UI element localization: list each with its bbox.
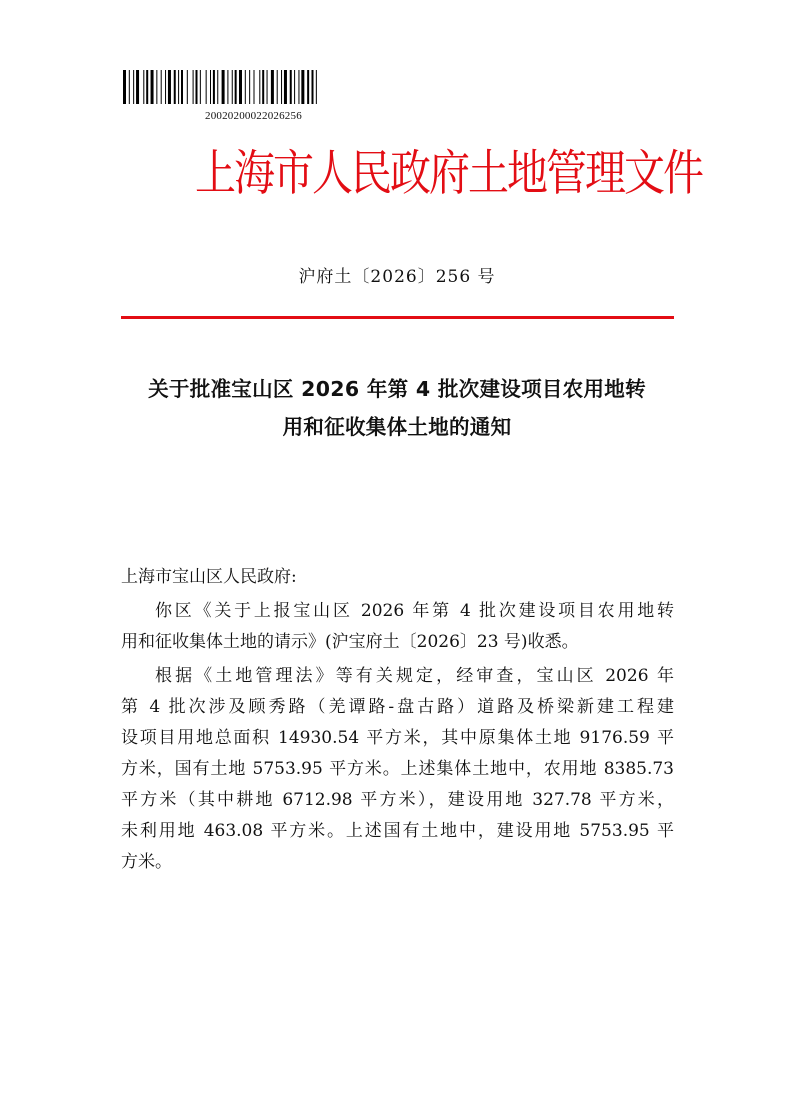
barcode-bar bbox=[259, 70, 260, 104]
barcode-bar bbox=[200, 70, 201, 104]
barcode-bar bbox=[298, 70, 299, 104]
barcode-bar bbox=[133, 70, 134, 104]
paragraph-1-line: 用和征收集体土地的请示》(沪宝府土〔2026〕23 号)收悉。 bbox=[121, 632, 579, 652]
barcode bbox=[123, 70, 418, 104]
barcode-number: 20020200022026256 bbox=[205, 110, 302, 122]
barcode-bar bbox=[143, 70, 144, 104]
paragraph-1 bbox=[121, 596, 674, 658]
barcode-bar bbox=[267, 70, 268, 104]
barcode-bar bbox=[232, 70, 233, 104]
barcode-bar bbox=[196, 70, 198, 104]
barcode-bar bbox=[187, 70, 188, 104]
red-divider bbox=[121, 316, 674, 319]
paragraph-2 bbox=[121, 661, 674, 878]
barcode-bar bbox=[235, 70, 237, 104]
salutation: 上海市宝山区人民政府: bbox=[121, 567, 297, 587]
barcode-bar bbox=[254, 70, 255, 104]
barcode-bar bbox=[277, 70, 278, 104]
barcode-bar bbox=[206, 70, 207, 104]
barcode-bar bbox=[316, 70, 317, 104]
barcode-bar bbox=[210, 70, 211, 104]
barcode-bar bbox=[146, 70, 148, 104]
barcode-bar bbox=[262, 70, 264, 104]
barcode-bar bbox=[136, 70, 139, 104]
barcode-bar bbox=[271, 70, 274, 104]
barcode-bar bbox=[168, 70, 171, 104]
barcode-bar bbox=[222, 70, 225, 104]
paragraph-2-line: 方米，国有土地 5753.95 平方米。上述集体土地中，农用地 8385.73 bbox=[121, 759, 674, 779]
barcode-bar bbox=[151, 70, 154, 104]
barcode-bar bbox=[165, 70, 166, 104]
barcode-bar bbox=[178, 70, 179, 104]
title-line-1: 关于批准宝山区 2026 年第 4 批次建设项目农用地转 bbox=[148, 377, 646, 401]
barcode-bar bbox=[245, 70, 246, 104]
barcode-bar bbox=[239, 70, 242, 104]
paragraph-2-line: 未利用地 463.08 平方米。上述国有土地中，建设用地 5753.95 平 bbox=[121, 821, 674, 841]
title-line-2: 用和征收集体土地的通知 bbox=[282, 415, 512, 439]
document-body bbox=[121, 562, 674, 878]
barcode-bar bbox=[174, 70, 176, 104]
barcode-bar bbox=[129, 70, 130, 104]
barcode-bar bbox=[284, 70, 287, 104]
barcode-bar bbox=[301, 70, 304, 104]
barcode-bar bbox=[307, 70, 309, 104]
barcode-bar bbox=[181, 70, 183, 104]
paragraph-1-line: 你区《关于上报宝山区 2026 年第 4 批次建设项目农用地转 bbox=[155, 601, 674, 621]
paragraph-2-line: 第 4 批次涉及顾秀路（羌谭路-盘古路）道路及桥梁新建工程建 bbox=[121, 697, 674, 717]
notice-title bbox=[110, 370, 684, 446]
barcode-bar bbox=[227, 70, 228, 104]
barcode-bar bbox=[290, 70, 292, 104]
barcode-bar bbox=[249, 70, 250, 104]
paragraph-2-line: 设项目用地总面积 14930.54 平方米，其中原集体土地 9176.59 平 bbox=[121, 728, 674, 748]
masthead-title: 上海市人民政府土地管理文件 bbox=[195, 144, 702, 202]
paragraph-2-line: 根据《土地管理法》等有关规定，经审查，宝山区 2026 年 bbox=[155, 666, 674, 686]
barcode-bar bbox=[156, 70, 157, 104]
paragraph-2-line: 平方米（其中耕地 6712.98 平方米），建设用地 327.78 平方米， bbox=[121, 790, 674, 810]
document-number: 沪府土〔2026〕256 号 bbox=[298, 267, 496, 287]
barcode-bar bbox=[281, 70, 282, 104]
barcode-bar bbox=[294, 70, 295, 104]
barcode-bar bbox=[312, 70, 314, 104]
barcode-bar bbox=[161, 70, 162, 104]
barcode-bar bbox=[193, 70, 194, 104]
paragraph-2-line: 方米。 bbox=[121, 852, 172, 872]
barcode-bar bbox=[213, 70, 215, 104]
barcode-bar bbox=[123, 70, 126, 104]
barcode-bar bbox=[217, 70, 218, 104]
